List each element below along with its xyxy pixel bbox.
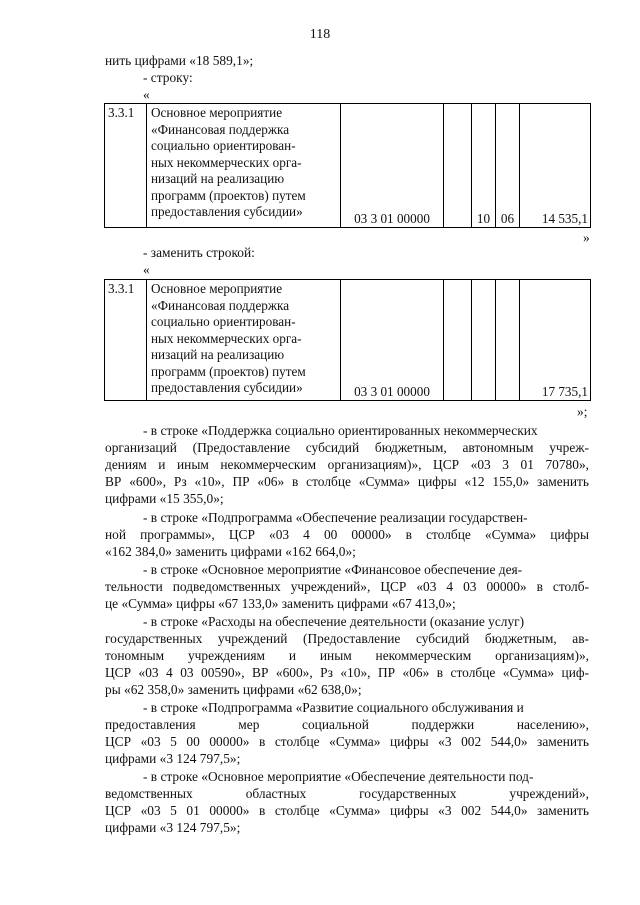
paragraph-first-line: - в строке «Расходы на обеспечение деятельности (оказание услуг) <box>143 614 525 629</box>
row-number-cell: 3.3.1 <box>105 104 147 228</box>
old-row-table <box>104 103 591 228</box>
open-quote-1: « <box>143 87 150 102</box>
row-label: - строку: <box>143 70 193 85</box>
paragraph-first-line: - в строке «Подпрограмма «Обеспечение реализации государствен- <box>143 510 528 525</box>
paragraph-line: организаций (Предоставление субсидий бюджетным, автономным учреж- <box>105 440 589 455</box>
name-line: «Финансовая поддержка <box>151 297 290 313</box>
replace-label: - заменить строкой: <box>143 245 255 260</box>
paragraph-line: ВР «600», Рз «10», ПР «06» в столбце «Сумма» цифры «12 155,0» заменить <box>105 474 589 489</box>
paragraph-line: государственных учреждений (Предоставление субсидий бюджетным, ав- <box>105 631 589 646</box>
rz-cell <box>472 280 496 401</box>
close-quote-2: »; <box>577 404 588 419</box>
row-name-cell <box>147 280 341 401</box>
name-line: социально ориентирован- <box>151 314 296 329</box>
table-row <box>105 104 591 228</box>
paragraph-line: предоставления мер социальной поддержки населению», <box>105 717 589 732</box>
paragraph-last-line: цифрами «3 124 797,5»; <box>105 820 241 835</box>
name-line: «Финансовая поддержка <box>151 121 290 137</box>
sum-cell: 17 735,1 <box>520 280 591 401</box>
name-line: Основное мероприятие <box>151 105 283 120</box>
paragraph-line: ЦСР «03 5 01 00000» в столбце «Сумма» цифры «3 002 544,0» заменить <box>105 803 589 818</box>
paragraph-line: тельности подведомственных учреждений», ЦСР «03 4 03 00000» в столб- <box>105 579 589 594</box>
row-number-cell: 3.3.1 <box>105 280 147 401</box>
paragraph-last-line: це «Сумма» цифры «67 133,0» заменить цифрами «67 413,0»; <box>105 596 456 611</box>
paragraph-line: ной программы», ЦСР «03 4 00 00000» в столбце «Сумма» цифры <box>105 527 589 542</box>
paragraph-line: ЦСР «03 5 00 00000» в столбце «Сумма» цифры «3 002 544,0» заменить <box>105 734 589 749</box>
vr-cell <box>444 280 472 401</box>
open-quote-2: « <box>143 262 150 277</box>
name-line: программ (проектов) путем <box>151 187 306 203</box>
name-line: ных некоммерческих орга- <box>151 330 302 346</box>
paragraph-line: ЦСР «03 4 03 00590», ВР «600», Рз «10», ПР «06» в столбце «Сумма» циф- <box>105 665 589 680</box>
paragraph-last-line: «162 384,0» заменить цифрами «162 664,0»; <box>105 544 356 559</box>
name-line: предоставления субсидии» <box>151 380 303 395</box>
csr-cell: 03 3 01 00000 <box>341 104 444 228</box>
name-line: ных некоммерческих орга- <box>151 154 302 170</box>
paragraph-line: ведомственных областных государственных учреждений», <box>105 786 589 801</box>
paragraph-first-line: - в строке «Основное мероприятие «Финансовое обеспечение дея- <box>143 562 523 577</box>
paragraph-last-line: цифрами «15 355,0»; <box>105 491 224 506</box>
name-line: социально ориентирован- <box>151 138 296 153</box>
sum-cell: 14 535,1 <box>520 104 591 228</box>
paragraph-first-line: - в строке «Основное мероприятие «Обеспечение деятельности под- <box>143 769 534 784</box>
pr-cell: 06 <box>496 104 520 228</box>
new-row-table <box>104 279 591 401</box>
name-line: низаций на реализацию <box>151 347 285 362</box>
paragraph-last-line: ры «62 358,0» заменить цифрами «62 638,0»; <box>105 682 362 697</box>
name-line: программ (проектов) путем <box>151 363 306 379</box>
name-line: низаций на реализацию <box>151 171 285 186</box>
row-name-cell <box>147 104 341 228</box>
paragraph-first-line: - в строке «Поддержка социально ориентированных некоммерческих <box>143 423 538 438</box>
intro-line: нить цифрами «18 589,1»; <box>105 53 254 68</box>
pr-cell <box>496 280 520 401</box>
paragraph-line: дениям и иным некоммерческим организациям)», ЦСР «03 3 01 70780», <box>105 457 589 472</box>
name-line: Основное мероприятие <box>151 281 283 296</box>
rz-cell: 10 <box>472 104 496 228</box>
csr-cell: 03 3 01 00000 <box>341 280 444 401</box>
paragraph-line: тономным учреждениям и иным некоммерческим организациям)», <box>105 648 589 663</box>
paragraph-last-line: цифрами «3 124 797,5»; <box>105 751 241 766</box>
paragraph-first-line: - в строке «Подпрограмма «Развитие социального обслуживания и <box>143 700 524 715</box>
close-quote-1: » <box>583 230 590 245</box>
table-row <box>105 280 591 401</box>
vr-cell <box>444 104 472 228</box>
page-number: 118 <box>309 27 331 42</box>
name-line: предоставления субсидии» <box>151 204 303 219</box>
